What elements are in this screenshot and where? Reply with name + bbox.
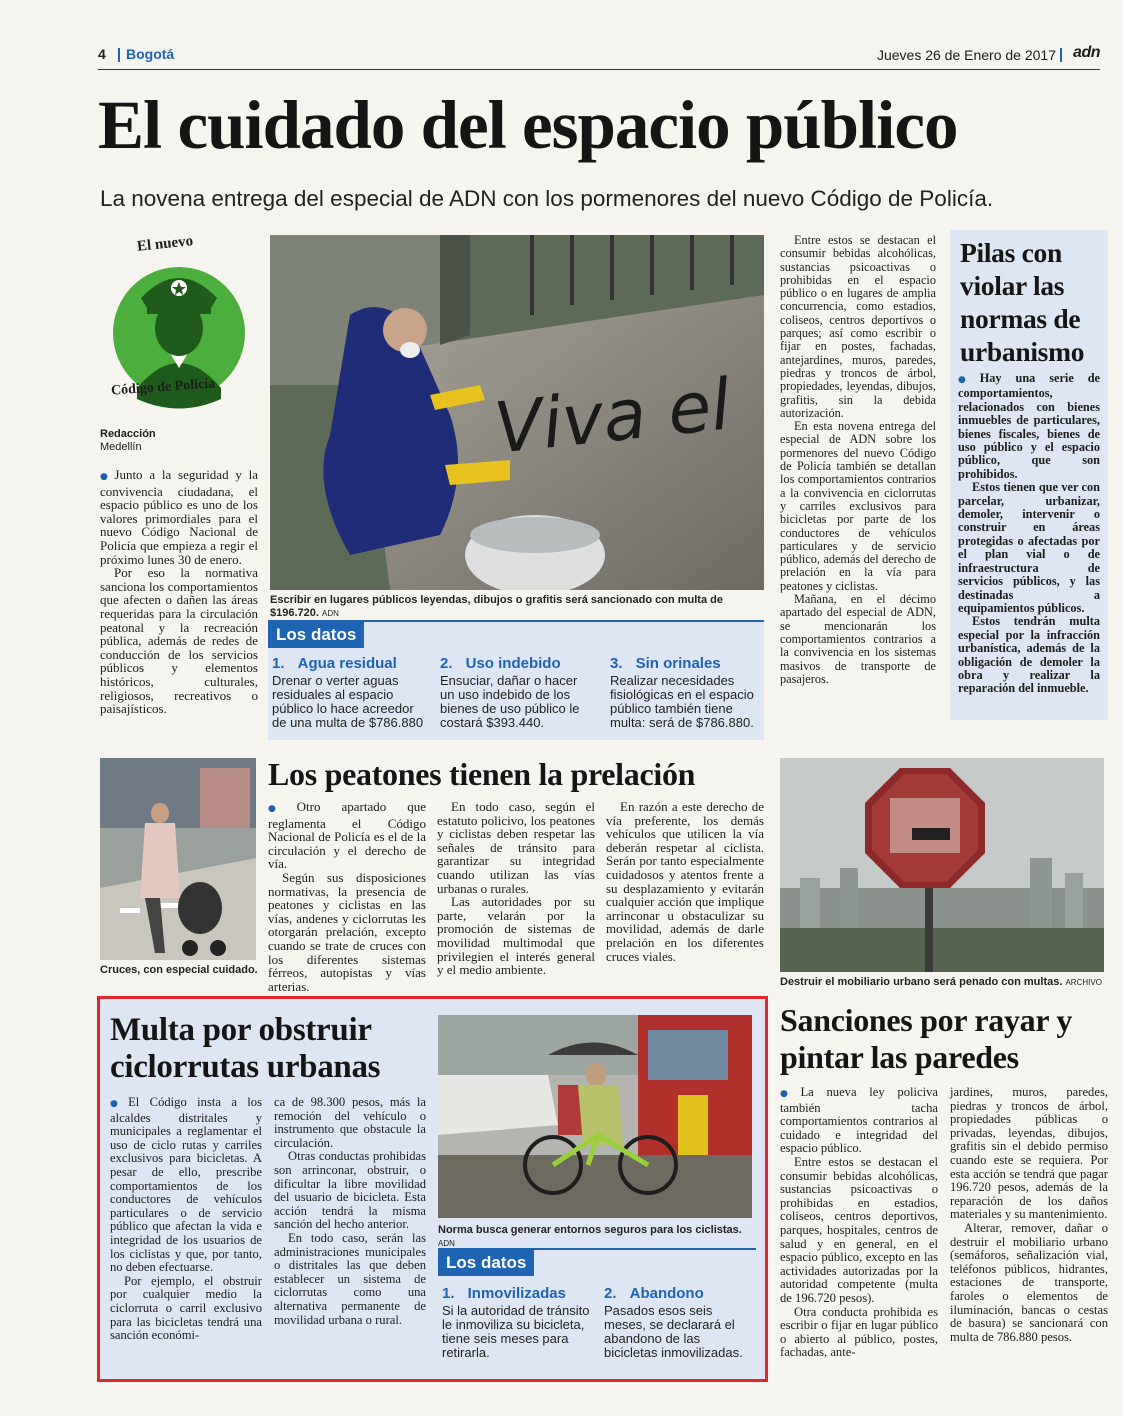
graffiti-text: Viva el bbox=[490, 363, 735, 470]
sanciones-col-1 bbox=[780, 1086, 938, 1360]
peatones-col-1 bbox=[268, 800, 426, 993]
adn-logo: adn bbox=[1073, 44, 1100, 61]
multa-col2-p2: Otras conductas prohibidas son arrinconar, obstruir, o dificultar la libre movilidad del usuario de bicicleta. Esta acción tendrá la misma sanción del hecho anterior. bbox=[274, 1149, 426, 1232]
pedestrians-caption: Cruces, con especial cuidado. bbox=[100, 964, 258, 976]
peatones-col3-p1: En razón a este derecho de vía preferente, los demás vehículos que utilicen la vía deberán respetar al ciclista. Serán por tanto especialmente cuidadosos y atentos frente a su desplazamiento y evitarán cualquier acción que implique arrinconar u obstaculizar su movilidad, además de darle prelación en los diferentes cruces viales. bbox=[606, 799, 764, 964]
right-paragraph-3: Mañana, en el décimo apartado del especial de ADN, se mencionarán los comportamientos contrarios a la convivencia en los sistemas masivos de transporte de pasajeros. bbox=[780, 592, 936, 686]
section-name: Bogotá bbox=[126, 46, 175, 62]
sanciones-col-2 bbox=[950, 1086, 1108, 1344]
right-column-text bbox=[780, 234, 936, 686]
main-photo-caption: Escribir en lugares públicos leyendas, dibujos o grafitis será sancionado con multa de $196.720. ADN bbox=[270, 594, 723, 619]
multa-col2-p3: En todo caso, serán las administraciones municipales o distritales las que deben establecer un sistema de ciclorrutas como una alternativa permanente de movilidad urbana o rural. bbox=[274, 1230, 426, 1327]
multa-title: Multa por obstruir ciclorrutas urbanas bbox=[110, 1012, 381, 1085]
sanciones-title: Sanciones por rayar y pintar las paredes bbox=[780, 1002, 1073, 1075]
pilas-paragraph-3: Estos tendrán multa especial por la infracción urbanística, además de la obligación de demoler la obra y realizar la reparación del inmueble. bbox=[958, 614, 1100, 696]
peatones-col-3 bbox=[606, 800, 764, 963]
badge-top-text: El nuevo bbox=[136, 233, 194, 255]
intro-column bbox=[100, 468, 258, 716]
datos-item-2: 2. Uso indebido Ensuciar, dañar o hacer un uso indebido de los bienes de uso público le costará $393.440. bbox=[440, 655, 580, 730]
pedestrians-photo bbox=[100, 758, 256, 960]
main-subtitle: La novena entrega del especial de ADN con los pormenores del nuevo Código de Policía. bbox=[100, 186, 994, 211]
sanciones-col1-p1: La nueva ley policiva también tacha comportamientos contrarios al cuidado e integridad del espacio público. bbox=[780, 1085, 938, 1156]
right-paragraph-1: Entre estos se destacan el consumir bebidas alcohólicas, sustancias psicoactivas o prohibidas en el espacio público o en lugares de amplia concurrencia, como estadios, coliseos, centros deportivos o parques; así como escribir o fijar en postes, fachadas, antejardines, muros, paredes, piedras y troncos de árbol, propiedades, leyendas, dibujos, grafitis, sin la debida autorización. bbox=[780, 233, 936, 420]
datos-item-1: 1. Agua residual Drenar o verter aguas residuales al espacio público lo hace acreedor de una multa de $786.880 bbox=[272, 655, 424, 730]
bullet-icon: ● bbox=[110, 1099, 126, 1109]
multa-col1-p1: El Código insta a los alcaldes distritales y municipales a reglamentar el uso de ciclo rutas y carriles exclusivos para bicicletas. A pesar de ello, prescribe comportamientos de los conductores de vehículos particulares o de servicio público que afectan la vida e integridad de los usuarios de los ciclistas y que, por tanto, no deben efectuarse. bbox=[110, 1095, 262, 1275]
header-divider-right bbox=[1060, 48, 1062, 62]
pilas-paragraph-2: Estos tienen que ver con parcelar, urbanizar, demoler, intervenir o construir en áreas protegidas o afectadas por el plan vial o de infraestructura de servicios públicos, y las destinadas a equipamientos públicos. bbox=[958, 480, 1100, 615]
cyclist-photo bbox=[438, 1015, 752, 1218]
byline bbox=[100, 428, 260, 454]
byline-city: Medellín bbox=[100, 441, 142, 453]
datos-tab: Los datos bbox=[438, 1250, 534, 1276]
pilas-title: Pilas con violar las normas de urbanismo bbox=[960, 237, 1085, 367]
pilas-text bbox=[958, 372, 1100, 696]
intro-paragraph-1: Junto a la seguridad y la convivencia ciudadana, el espacio público es uno de los valores primordiales para el nuevo Código Nacional de Policía que empieza a regir el próximo lunes 30 de enero. bbox=[100, 467, 259, 567]
graffiti-cleaning-photo bbox=[270, 235, 764, 590]
header-rule bbox=[98, 69, 1100, 70]
badge-bottom-text: Código de Policía bbox=[110, 376, 216, 399]
peatones-col1-p2: Según sus disposiciones normativas, la presencia de peatones y ciclistas en las vías, andenes y ciclorrutas les otorgarán prelación, excepto cuando se trate de cruces con los diferentes sistemas férreos, autopistas y vías arterias. bbox=[268, 869, 426, 994]
peatones-col2-p1: En todo caso, según el estatuto policivo, los peatones y ciclistas deben respetar las señales de tránsito para garantizar su integridad cuando utilizan las vías urbanas o rurales. bbox=[437, 799, 595, 896]
multa-col-2 bbox=[274, 1096, 426, 1327]
right-paragraph-2: En esta novena entrega del especial de ADN sobre los pormenores del nuevo Código de Policía también se detallan los comportamientos contrarios a la convivencia en ciclorrutas y carriles exclusivos para bicicletas por parte de los conductores de vehículos particulares y de servicio público, además del derecho de prelación en la vía para peatones y ciclistas. bbox=[780, 419, 936, 593]
bullet-icon: ● bbox=[780, 1089, 798, 1099]
datos-box-2 bbox=[438, 1248, 756, 1368]
page-number: 4 bbox=[98, 46, 106, 62]
cyclist-caption: Norma busca generar entornos seguros para los ciclistas. ADN bbox=[438, 1224, 742, 1248]
datos-item-abandono: 2. Abandono Pasados esos seis meses, se declarará el abandono de las bicicletas inmovilizadas. bbox=[604, 1285, 743, 1360]
sanciones-col1-p3: Otra conducta prohibida es escribir o fijar en lugar público o abierto al público, postes, fachadas, ante- bbox=[780, 1304, 938, 1360]
peatones-col-2 bbox=[437, 800, 595, 977]
multa-col1-p2: Por ejemplo, el obstruir por cualquier medio la ciclorruta o carril exclusivo para las bicicletas tendrá una sanción económi- bbox=[110, 1273, 262, 1343]
datos-item-inmovilizadas: 1. Inmovilizadas Si la autoridad de tránsito le inmoviliza su bicicleta, tiene seis meses para retirarla. bbox=[442, 1285, 590, 1360]
peatones-col1-p1: Otro apartado que reglamenta el Código Nacional de Policía es el de la circulación y el derecho de vía. bbox=[268, 799, 426, 872]
datos-item-3: 3. Sin orinales Realizar necesidades fisiológicas en el espacio público también tiene multa: será de $786.880. bbox=[610, 655, 754, 730]
header-divider bbox=[118, 48, 120, 62]
bullet-icon: ● bbox=[958, 375, 977, 385]
codigo-policia-badge bbox=[107, 228, 257, 428]
photo-credit: ADN bbox=[438, 1239, 455, 1248]
datos-box-1 bbox=[268, 620, 764, 740]
photo-credit: ADN bbox=[322, 609, 339, 618]
multa-col2-p1: ca de 98.300 pesos, más la remoción del vehículo o instrumento que obstacule la circulación. bbox=[274, 1095, 426, 1150]
issue-date: Jueves 26 de Enero de 2017 bbox=[876, 47, 1056, 63]
stop-sign-photo bbox=[780, 758, 1104, 972]
sanciones-col2-p1: jardines, muros, paredes, piedras y troncos de árbol, propiedades públicas o privadas, leyendas, dibujos, grafitis sin el debido permiso cuando este se requiera. Por esta acción se tendrá que pagar 196.720 pesos, además de la reparación de los daños materiales y su mantenimiento. bbox=[950, 1085, 1108, 1222]
peatones-title: Los peatones tienen la prelación bbox=[268, 756, 696, 792]
intro-paragraph-2: Por eso la normativa sanciona los comportamientos que afecten o dañen las áreas requeridas para la circulación peatonal y la recreación pública, además de redes de conducción de los servicios públicos y elementos históricos, culturales, religiosos, recreativos o paisajísticos. bbox=[100, 565, 258, 717]
bullet-icon: ● bbox=[100, 472, 112, 482]
sanciones-col1-p2: Entre estos se destacan el consumir bebidas alcohólicas, sustancias psicoactivas o prohibidas en estadios, coliseos, centros deportivos, parques, hospitales, centros de salud y en general, en el espacio público, excepto en las actividades autorizadas por la autoridad competente (multa de 196.720 pesos). bbox=[780, 1154, 938, 1305]
pilas-paragraph-1: Hay una serie de comportamientos, relacionados con bienes inmuebles de particulares, bienes fiscales, bienes de uso público y el espacio público, que son prohibidos. bbox=[958, 371, 1100, 481]
multa-col-1 bbox=[110, 1096, 262, 1343]
peatones-col2-p2: Las autoridades por su parte, velarán por la promoción de sistemas de movilidad multimodal que privilegien el interés general y el medio ambiente. bbox=[437, 894, 595, 978]
page-header bbox=[98, 46, 1100, 68]
byline-author: Redacción bbox=[100, 428, 156, 440]
stop-sign-caption: Destruir el mobiliario urbano será penado con multas. ARCHIVO bbox=[780, 976, 1102, 988]
photo-credit: ARCHIVO bbox=[1065, 978, 1102, 987]
datos-tab: Los datos bbox=[268, 622, 364, 648]
bullet-icon: ● bbox=[268, 804, 294, 814]
main-title: El cuidado del espacio público bbox=[98, 87, 958, 163]
sanciones-col2-p2: Alterar, remover, dañar o destruir el mobiliario urbano (semáforos, señalización vial, teléfonos públicos, hidrantes, estaciones de transporte, faroles o elementos de iluminación, bancas o cestas de basura) se sancionará con multa de 786.880 pesos. bbox=[950, 1220, 1108, 1344]
